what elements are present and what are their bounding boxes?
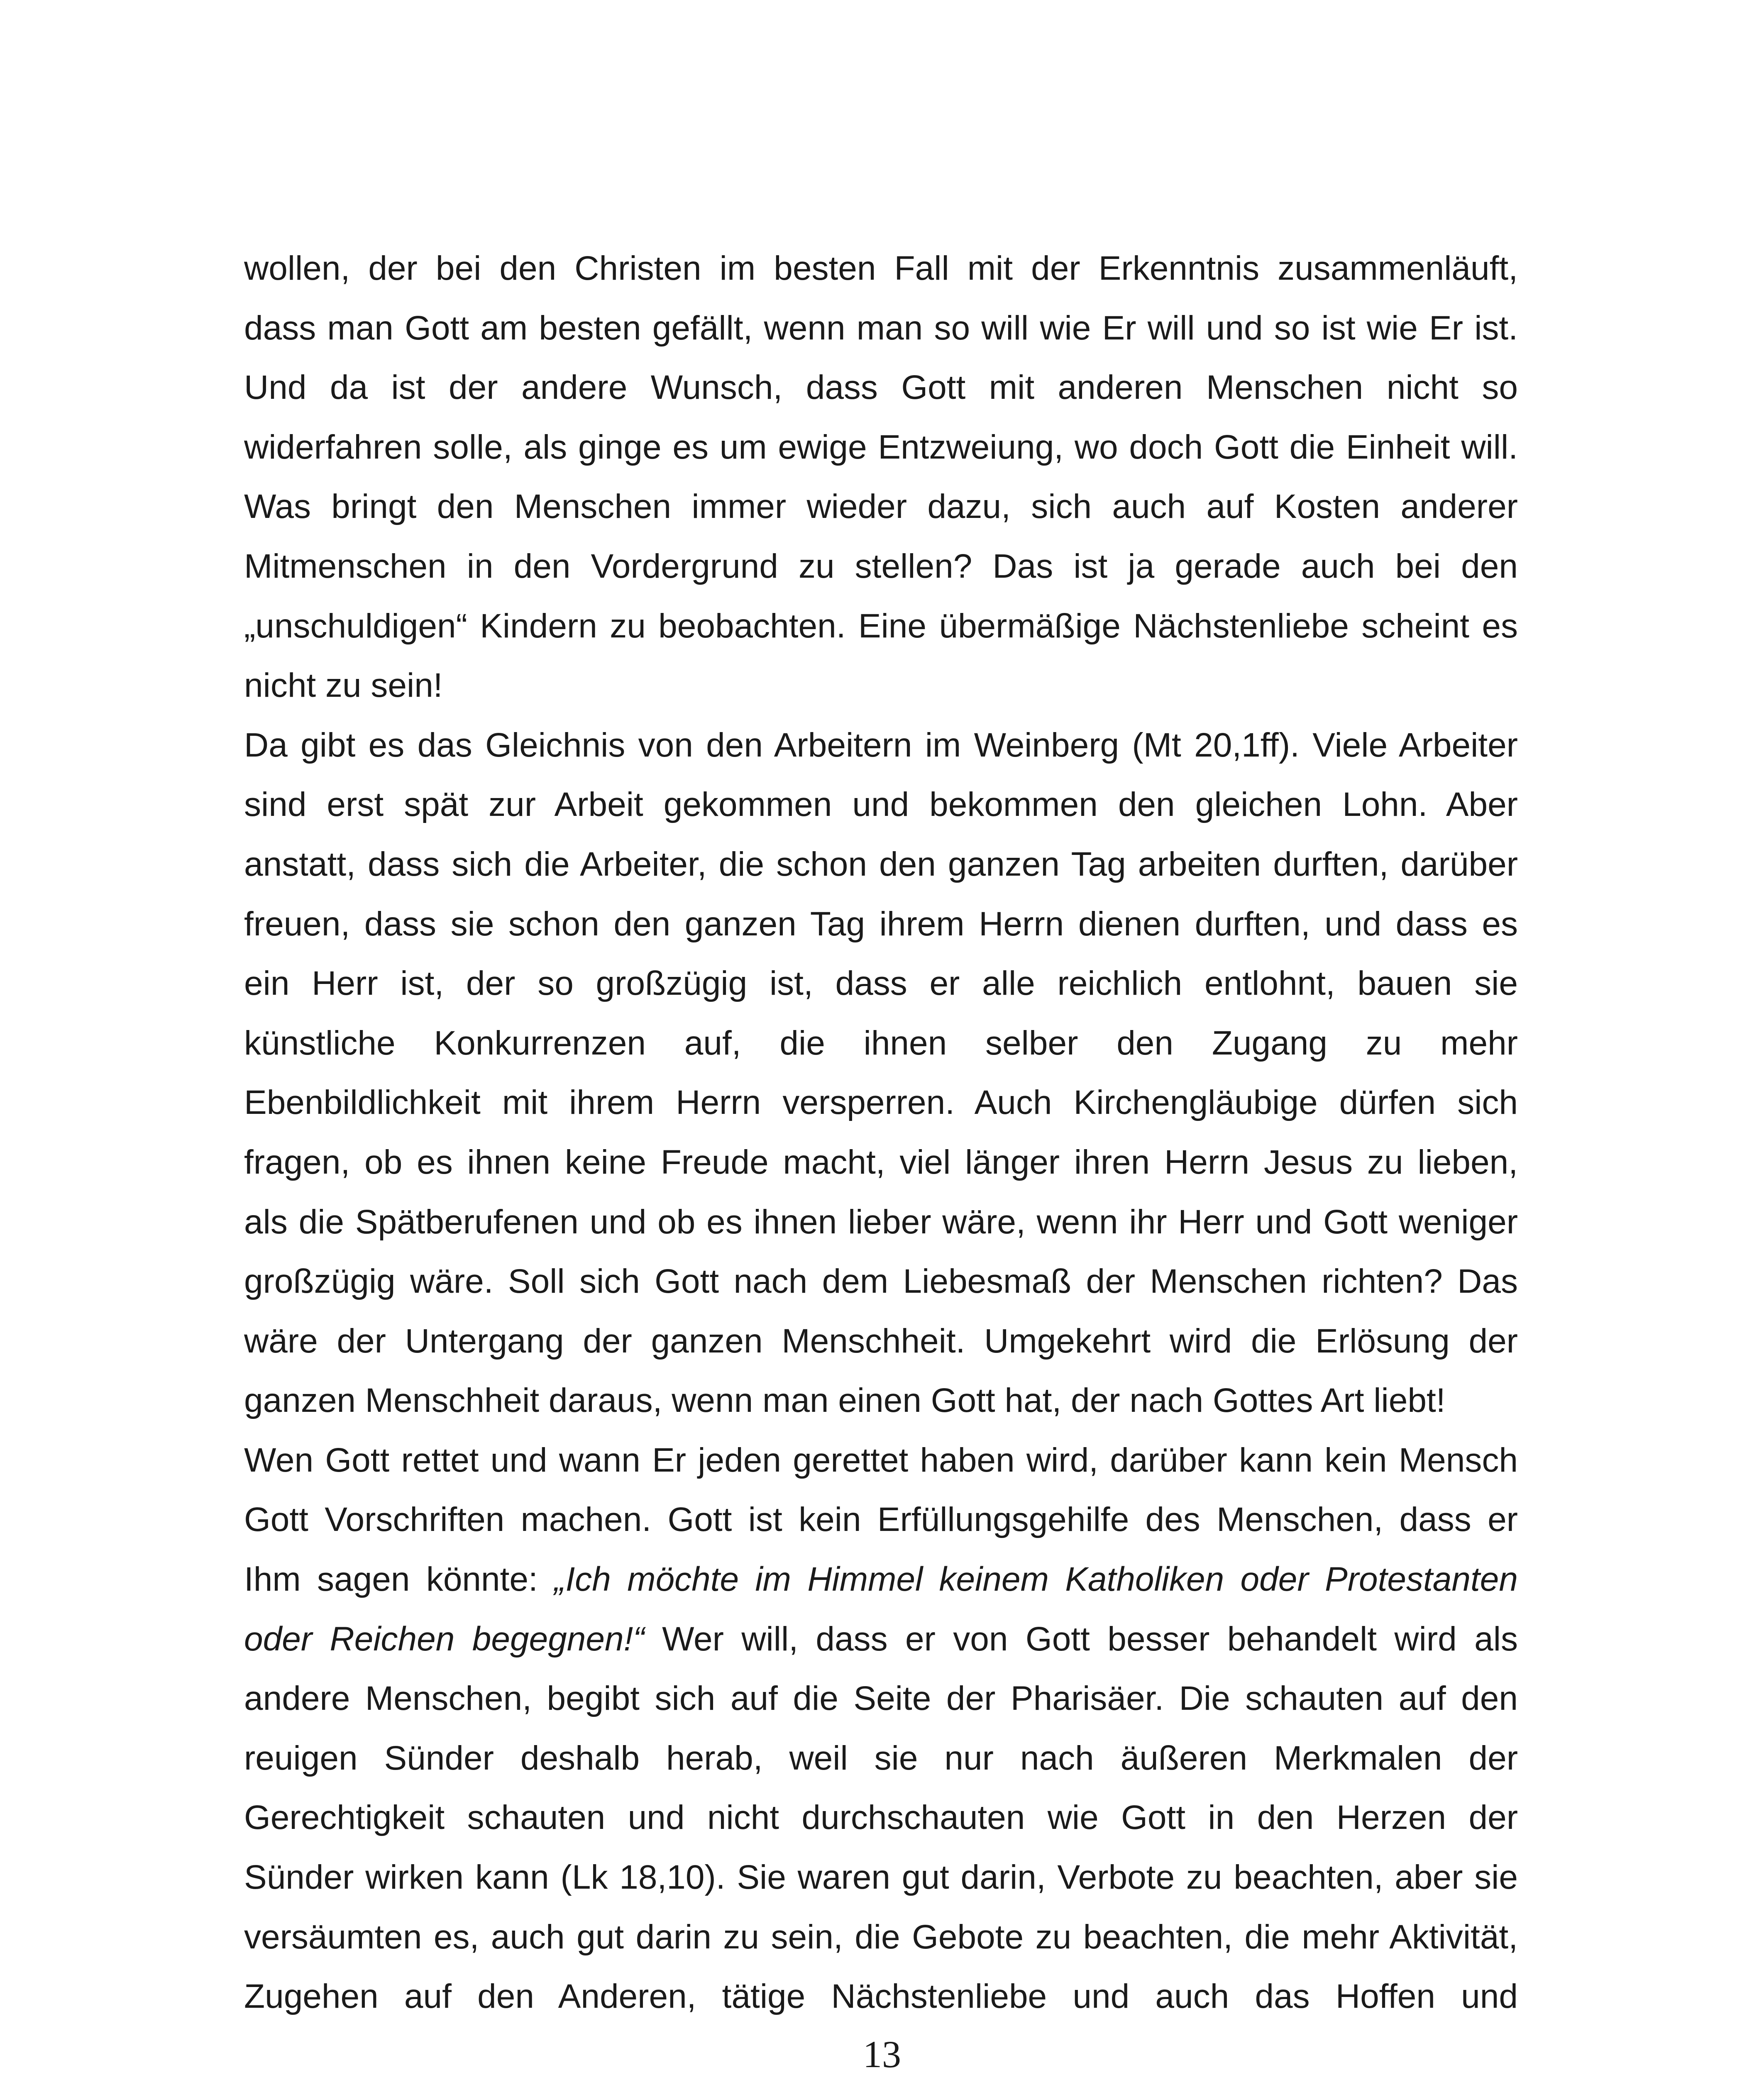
- text-line: großzügig wäre. Soll sich Gott nach dem Liebesmaß der Menschen richten? Das: [244, 1262, 1518, 1301]
- text-line: dass man Gott am besten gefällt, wenn man so will wie Er will und so ist wie Er ist.: [244, 309, 1518, 347]
- text-line: [244, 1609, 1518, 1669]
- text-line: Gott Vorschriften machen. Gott ist kein Erfüllungsgehilfe des Menschen, dass er: [244, 1501, 1518, 1539]
- text-line: widerfahren solle, als ginge es um ewige Entzweiung, wo doch Gott die Einheit will.: [244, 428, 1518, 466]
- text-line: nicht zu sein!: [244, 666, 443, 705]
- text-line: Mitmenschen in den Vordergrund zu stellen? Das ist ja gerade auch bei den: [244, 547, 1518, 585]
- text-line: sind erst spät zur Arbeit gekommen und bekommen den gleichen Lohn. Aber: [244, 786, 1518, 824]
- text-line: wollen, der bei den Christen im besten Fall mit der Erkenntnis zusammenläuft,: [244, 249, 1518, 287]
- text-line: Was bringt den Menschen immer wieder dazu, sich auch auf Kosten anderer: [244, 488, 1518, 526]
- text-segment: Wer will, dass er von Gott besser behandelt wird als: [644, 1620, 1518, 1658]
- text-line: als die Spätberufenen und ob es ihnen lieber wäre, wenn ihr Herr und Gott weniger: [244, 1203, 1518, 1241]
- page-number: 13: [863, 2033, 901, 2075]
- text-line: Gerechtigkeit schauten und nicht durchschauten wie Gott in den Herzen der: [244, 1799, 1518, 1837]
- text-line: [244, 1550, 1518, 1609]
- text-line: Wen Gott rettet und wann Er jeden gerettet haben wird, darüber kann kein Mensch: [244, 1441, 1518, 1479]
- text-line: freuen, dass sie schon den ganzen Tag ihrem Herrn dienen durften, und dass es: [244, 905, 1518, 943]
- text-line: fragen, ob es ihnen keine Freude macht, viel länger ihren Herrn Jesus zu lieben,: [244, 1143, 1518, 1181]
- text-line: künstliche Konkurrenzen auf, die ihnen selber den Zugang zu mehr: [244, 1024, 1518, 1062]
- text-line: versäumten es, auch gut darin zu sein, die Gebote zu beachten, die mehr Aktivität,: [244, 1918, 1518, 1956]
- text-line: Zugehen auf den Anderen, tätige Nächstenliebe und auch das Hoffen und: [244, 1977, 1518, 2016]
- text-line: anstatt, dass sich die Arbeiter, die schon den ganzen Tag arbeiten durften, darüber: [244, 845, 1518, 883]
- quoted-italic-text: oder Reichen begegnen!“: [244, 1620, 645, 1658]
- text-line: ganzen Menschheit daraus, wenn man einen Gott hat, der nach Gottes Art liebt!: [244, 1382, 1446, 1420]
- body-text: [244, 239, 1518, 2026]
- text-line: Sünder wirken kann (Lk 18,10). Sie waren gut darin, Verbote zu beachten, aber sie: [244, 1858, 1518, 1897]
- text-line: „unschuldigen“ Kindern zu beobachten. Eine übermäßige Nächstenliebe scheint es: [244, 607, 1518, 645]
- text-line: ein Herr ist, der so großzügig ist, dass er alle reichlich entlohnt, bauen sie: [244, 964, 1518, 1003]
- quoted-italic-text: „Ich möchte im Himmel keinem Katholiken oder Protestanten: [554, 1560, 1518, 1599]
- text-line: Ebenbildlichkeit mit ihrem Herrn versperren. Auch Kirchengläubige dürfen sich: [244, 1084, 1518, 1122]
- text-line: wäre der Untergang der ganzen Menschheit. Umgekehrt wird die Erlösung der: [244, 1322, 1518, 1360]
- text-line: Und da ist der andere Wunsch, dass Gott mit anderen Menschen nicht so: [244, 369, 1518, 407]
- text-line: andere Menschen, begibt sich auf die Seite der Pharisäer. Die schauten auf den: [244, 1680, 1518, 1718]
- text-line: reuigen Sünder deshalb herab, weil sie nur nach äußeren Merkmalen der: [244, 1739, 1518, 1777]
- text-line: Da gibt es das Gleichnis von den Arbeitern im Weinberg (Mt 20,1ff). Viele Arbeiter: [244, 726, 1518, 764]
- text-segment: Ihm sagen könnte:: [244, 1560, 555, 1599]
